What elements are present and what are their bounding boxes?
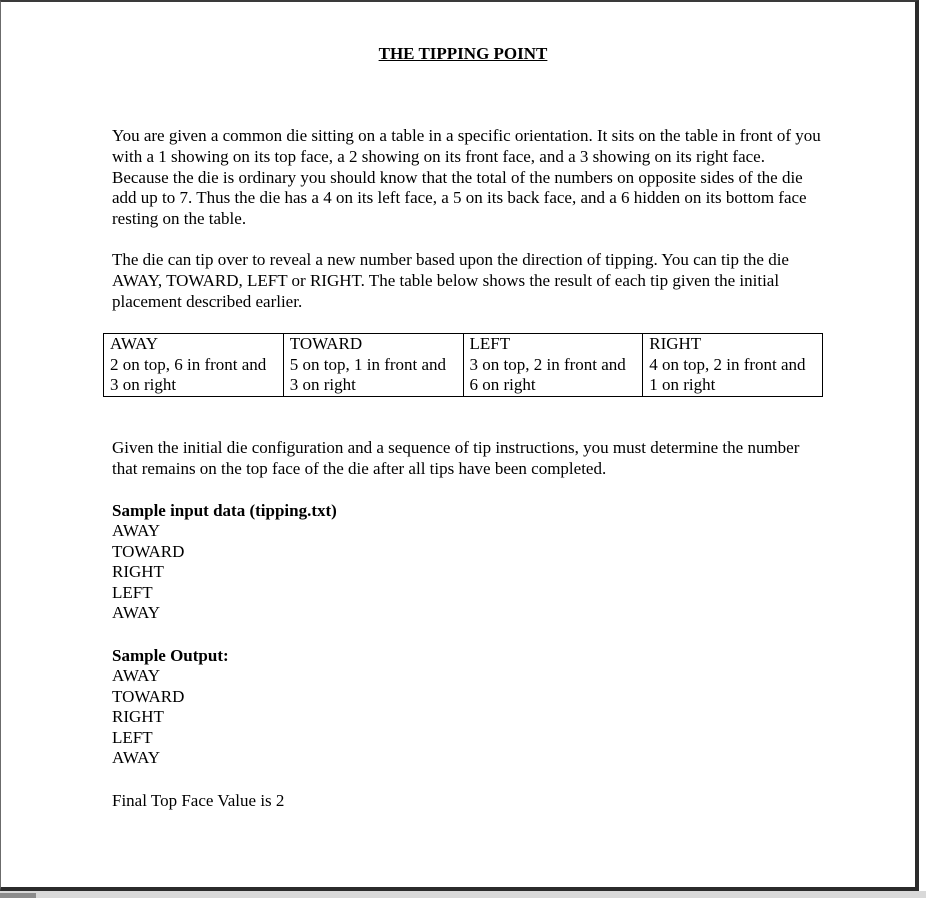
sample-output-line: AWAY: [112, 666, 161, 685]
tipping-paragraph: The die can tip over to reveal a new number based upon the direction of tipping. You can tip the die AWAY, TOWARD, LEFT or RIGHT. The table below shows the result of each tip given the initial placement described earlier.: [112, 250, 789, 311]
final-result-line: Final Top Face Value is 2: [112, 791, 285, 810]
sample-input-heading: Sample input data (tipping.txt): [112, 501, 337, 520]
sample-input-line: TOWARD: [112, 541, 185, 561]
tip-result-toward: 5 on top, 1 in front and 3 on right: [283, 355, 463, 397]
sample-input-line: AWAY: [112, 521, 161, 540]
task-paragraph: Given the initial die configuration and a sequence of tip instructions, you must determine the number that remains on the top face of the die after all tips have been completed.: [112, 438, 800, 478]
sample-input-line: AWAY: [112, 603, 161, 623]
tip-result-away: 2 on top, 6 in front and 3 on right: [104, 355, 284, 397]
sample-output-heading: Sample Output:: [112, 646, 229, 665]
sample-output-line: TOWARD: [112, 686, 185, 706]
sample-output-list: [112, 666, 184, 769]
sample-output-line: RIGHT: [112, 707, 164, 727]
tip-header-away: AWAY: [104, 334, 284, 355]
viewer-bottom-strip: [0, 891, 926, 898]
tip-table-header-row: [104, 334, 823, 355]
tip-results-table: [103, 333, 823, 397]
tip-header-right: RIGHT: [643, 334, 823, 355]
document-title: THE TIPPING POINT: [378, 44, 548, 63]
sample-input-line: LEFT: [112, 582, 153, 602]
viewer-scroll-marker: [0, 893, 36, 898]
intro-paragraph: You are given a common die sitting on a table in a specific orientation. It sits on the table in front of you with a 1 showing on its top face, a 2 showing on its front face, and a 3 showing on its right face. Because the die is ordinary you should know that the total of the numbers on opposite sides of the die add up to 7. Thus the die has a 4 on its left face, a 5 on its back face, and a 6 hidden on its bottom face resting on the table.: [112, 126, 821, 229]
tip-header-toward: TOWARD: [283, 334, 463, 355]
tip-header-left: LEFT: [463, 334, 643, 355]
sample-input-line: RIGHT: [112, 562, 164, 582]
sample-output-line: AWAY: [112, 748, 161, 768]
sample-input-list: [112, 521, 184, 624]
sample-output-line: LEFT: [112, 727, 153, 747]
tip-table-result-row: [104, 355, 823, 397]
tip-result-right: 4 on top, 2 in front and 1 on right: [643, 355, 823, 397]
tip-result-left: 3 on top, 2 in front and 6 on right: [463, 355, 643, 397]
